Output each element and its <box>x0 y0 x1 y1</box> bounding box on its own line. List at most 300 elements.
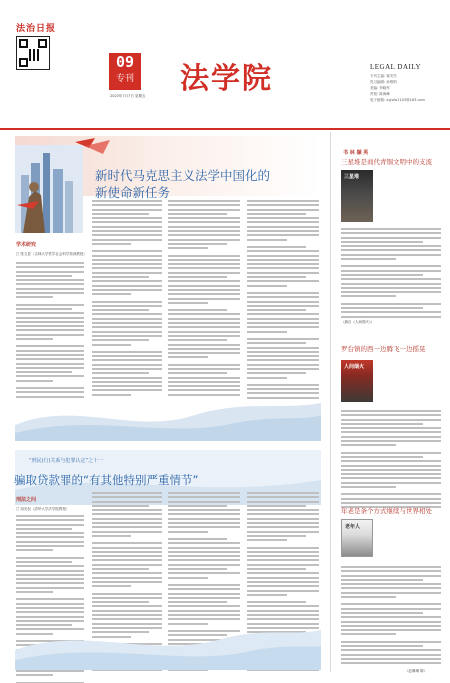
text-line <box>92 243 131 245</box>
text-line <box>92 204 162 206</box>
article-column <box>92 200 162 401</box>
text-line <box>16 380 53 382</box>
text-line <box>92 377 162 379</box>
text-line <box>16 325 84 327</box>
text-line <box>92 531 162 533</box>
text-line <box>247 581 319 583</box>
text-line <box>168 551 240 553</box>
text-line <box>16 524 84 526</box>
text-line <box>16 363 84 365</box>
article-column <box>168 200 240 398</box>
text-line <box>16 574 84 576</box>
text-line <box>92 230 162 232</box>
text-line <box>341 444 396 446</box>
issue-label: 专刊 <box>115 74 134 84</box>
text-line <box>341 270 441 272</box>
text-line <box>247 285 287 287</box>
text-line <box>341 649 441 651</box>
text-line <box>92 389 162 391</box>
text-line <box>16 578 84 580</box>
series-label: “刑民(行)关系与犯罪认定”之十一 <box>29 458 104 464</box>
text-line <box>247 368 319 370</box>
text-line <box>168 318 240 320</box>
text-line <box>92 239 162 241</box>
text-line <box>247 501 319 503</box>
text-line <box>92 368 162 370</box>
text-line <box>168 309 227 311</box>
text-line <box>16 275 72 277</box>
section-tag: 学术研究 <box>16 242 37 248</box>
text-line <box>341 473 441 475</box>
text-line <box>16 561 72 563</box>
text-line <box>168 285 240 287</box>
text-line <box>168 496 240 498</box>
text-line <box>341 316 441 318</box>
text-line <box>16 358 84 360</box>
text-line <box>16 283 84 285</box>
text-line <box>92 564 162 566</box>
text-line <box>247 555 319 557</box>
author-byline: □ 周光权（清华大学法学院教授） <box>16 507 70 511</box>
text-line <box>247 564 319 566</box>
text-line <box>341 603 441 605</box>
text-line <box>16 541 84 543</box>
book-cover-title: 三星堆 <box>344 174 360 180</box>
book-excerpt <box>341 410 441 511</box>
text-line <box>92 200 162 202</box>
text-line <box>341 654 441 656</box>
editor-credit: （赵琳琳 辑） <box>405 669 428 673</box>
book-cover <box>341 360 373 402</box>
text-line <box>341 587 441 589</box>
text-line <box>168 564 240 566</box>
text-line <box>16 262 84 264</box>
text-line <box>247 213 306 215</box>
text-line <box>16 565 84 567</box>
text-line <box>168 555 240 557</box>
text-line <box>16 308 72 310</box>
text-line <box>168 588 240 590</box>
text-line <box>168 221 240 223</box>
text-line <box>92 551 162 553</box>
text-line <box>247 255 319 257</box>
text-line <box>92 339 149 341</box>
editor-info <box>370 73 425 103</box>
text-line <box>16 354 84 356</box>
article-column <box>247 200 319 401</box>
text-line <box>341 456 423 458</box>
text-line <box>16 391 84 393</box>
text-line <box>16 279 84 281</box>
text-line <box>341 566 441 568</box>
text-line <box>92 331 162 333</box>
text-line <box>16 367 84 369</box>
text-line <box>341 431 441 433</box>
text-line <box>168 209 240 211</box>
text-line <box>341 311 441 313</box>
text-line <box>168 213 227 215</box>
editor-line: 见习编辑: 孙维纳 <box>370 80 397 84</box>
text-line <box>341 477 441 479</box>
text-line <box>168 331 240 333</box>
text-line <box>168 234 240 236</box>
text-line <box>341 283 441 285</box>
text-line <box>16 350 84 352</box>
text-line <box>92 526 162 528</box>
text-line <box>16 528 72 530</box>
text-line <box>341 291 441 293</box>
text-line <box>92 385 162 387</box>
text-line <box>92 509 162 511</box>
text-line <box>16 329 84 331</box>
text-line <box>341 482 441 484</box>
text-line <box>168 492 240 494</box>
text-line <box>168 352 240 354</box>
text-line <box>92 335 162 337</box>
english-name: LEGAL DAILY <box>370 63 421 71</box>
text-line <box>168 289 240 291</box>
text-line <box>92 568 149 570</box>
text-line <box>247 568 306 570</box>
text-line <box>247 326 319 328</box>
text-line <box>247 267 319 269</box>
lower-feature-title: 骗取贷款罪的“有其他特别严重情节” <box>14 473 199 487</box>
text-line <box>92 501 162 503</box>
text-line <box>168 538 227 540</box>
text-line <box>247 272 319 274</box>
text-line <box>247 239 287 241</box>
column-divider <box>330 132 331 672</box>
text-line <box>341 414 441 416</box>
text-line <box>168 302 208 304</box>
text-line <box>168 577 208 579</box>
text-line <box>341 608 441 610</box>
text-line <box>92 585 131 587</box>
text-line <box>168 356 208 358</box>
text-line <box>341 237 441 239</box>
text-line <box>247 359 319 361</box>
text-line <box>168 204 240 206</box>
text-line <box>341 307 423 309</box>
book-excerpt <box>341 566 441 667</box>
text-line <box>16 375 84 377</box>
text-line <box>341 596 396 598</box>
text-line <box>247 572 319 574</box>
text-line <box>16 591 53 593</box>
text-line <box>341 232 441 234</box>
text-line <box>247 280 319 282</box>
text-line <box>341 633 396 635</box>
text-line <box>168 344 240 346</box>
text-line <box>168 280 240 282</box>
text-line <box>92 555 162 557</box>
text-line <box>92 318 162 320</box>
text-line <box>92 272 162 274</box>
text-line <box>16 292 84 294</box>
editor-line: 美编: 李晓军 <box>370 86 390 90</box>
text-line <box>341 486 396 488</box>
book-heading: 年老是条个方式继续与世界相处 <box>341 507 432 515</box>
text-line <box>168 513 240 515</box>
text-line <box>168 293 240 295</box>
text-line <box>341 410 441 412</box>
text-line <box>92 322 162 324</box>
text-line <box>92 301 162 303</box>
text-line <box>168 505 227 507</box>
text-line <box>341 258 396 260</box>
text-line <box>341 579 423 581</box>
feature-title-line1: 新时代马克思主义法学中国化的 <box>95 168 271 183</box>
text-line <box>168 547 240 549</box>
text-line <box>341 436 441 438</box>
text-line <box>16 587 84 589</box>
editor-line: 专刊主编: 蒋安杰 <box>370 74 397 78</box>
text-line <box>168 226 240 228</box>
text-line <box>341 452 441 454</box>
text-line <box>247 204 319 206</box>
text-line <box>341 228 441 230</box>
text-line <box>247 209 319 211</box>
text-line <box>247 226 319 228</box>
text-line <box>341 241 423 243</box>
book-cover-title: 老年人 <box>345 524 361 530</box>
text-line <box>16 288 84 290</box>
text-line <box>247 388 319 390</box>
text-line <box>168 381 240 383</box>
text-line <box>168 298 240 300</box>
text-line <box>247 377 287 379</box>
text-line <box>247 259 319 261</box>
text-line <box>341 423 423 425</box>
text-line <box>92 359 162 361</box>
text-line <box>168 259 240 261</box>
text-line <box>341 427 441 429</box>
text-line <box>247 246 306 248</box>
feature-title-line2: 新使命新任务 <box>95 185 171 200</box>
text-line <box>168 339 227 341</box>
text-line <box>168 263 240 265</box>
text-line <box>341 645 423 647</box>
issue-number: 09 <box>115 53 135 71</box>
text-line <box>247 351 319 353</box>
text-line <box>16 271 84 273</box>
text-line <box>247 292 319 294</box>
text-line <box>16 570 84 572</box>
text-line <box>341 570 441 572</box>
text-line <box>16 345 84 347</box>
text-line <box>247 322 319 324</box>
text-line <box>92 344 131 346</box>
text-line <box>168 313 240 315</box>
text-line <box>247 355 319 357</box>
text-line <box>247 301 319 303</box>
text-line <box>16 582 84 584</box>
issue-date: 2023年7月7日 星期五 <box>110 94 146 98</box>
text-line <box>247 594 287 596</box>
text-line <box>341 245 441 247</box>
text-line <box>247 305 319 307</box>
text-line <box>92 259 162 261</box>
text-line <box>247 518 319 520</box>
text-line <box>92 496 162 498</box>
text-line <box>92 351 162 353</box>
text-line <box>247 496 319 498</box>
text-line <box>341 254 441 256</box>
text-line <box>92 313 162 315</box>
text-line <box>92 364 162 366</box>
text-line <box>168 372 227 374</box>
text-line <box>16 317 84 319</box>
text-line <box>341 469 441 471</box>
text-line <box>92 597 162 599</box>
text-line <box>92 572 162 574</box>
text-line <box>247 531 319 533</box>
text-line <box>341 278 441 280</box>
text-line <box>92 513 162 515</box>
book-cover-title: 人间烟火 <box>344 364 365 370</box>
text-line <box>16 334 84 336</box>
author-byline: □ 张文显（吉林大学哲学社会科学资深教授） <box>16 252 87 256</box>
article-column <box>16 262 84 400</box>
text-line <box>92 518 162 520</box>
text-line <box>247 585 319 587</box>
text-line <box>168 272 240 274</box>
text-line <box>92 289 162 291</box>
text-line <box>92 226 162 228</box>
text-line <box>341 295 396 297</box>
text-line <box>92 309 149 311</box>
text-line <box>168 239 240 241</box>
text-line <box>341 493 441 495</box>
text-line <box>16 670 84 672</box>
text-line <box>247 313 319 315</box>
text-line <box>168 230 240 232</box>
text-line <box>341 662 441 664</box>
text-line <box>247 250 319 252</box>
text-line <box>341 621 441 623</box>
text-line <box>92 250 162 252</box>
text-line <box>168 276 227 278</box>
text-line <box>341 460 441 462</box>
text-line <box>341 465 441 467</box>
text-line <box>247 539 287 541</box>
text-line <box>16 321 84 323</box>
text-line <box>16 312 84 314</box>
text-line <box>92 234 162 236</box>
text-line <box>341 616 441 618</box>
text-line <box>92 372 149 374</box>
text-line <box>247 347 319 349</box>
text-line <box>247 331 287 333</box>
text-line <box>16 519 84 521</box>
text-line <box>168 389 240 391</box>
text-line <box>168 572 240 574</box>
text-line <box>92 326 162 328</box>
text-line <box>92 593 162 595</box>
text-line <box>168 200 240 202</box>
masthead-divider <box>0 128 450 130</box>
text-line <box>168 542 240 544</box>
text-line <box>247 551 319 553</box>
text-line <box>92 209 162 211</box>
text-line <box>247 513 319 515</box>
text-line <box>168 522 240 524</box>
text-line <box>341 498 441 500</box>
text-line <box>341 629 441 631</box>
text-line <box>247 200 319 202</box>
decorative-swoosh <box>15 600 321 670</box>
text-line <box>341 419 441 421</box>
text-line <box>168 267 240 269</box>
text-line <box>341 612 423 614</box>
text-line <box>341 575 441 577</box>
text-line <box>168 364 240 366</box>
decorative-swoosh <box>15 395 321 441</box>
text-line <box>247 492 319 494</box>
text-line <box>247 230 319 232</box>
text-line <box>247 384 319 386</box>
text-line <box>247 509 319 511</box>
text-line <box>247 318 319 320</box>
text-line <box>16 536 84 538</box>
text-line <box>341 265 441 267</box>
text-line <box>92 263 162 265</box>
text-line <box>92 221 162 223</box>
text-line <box>341 641 441 643</box>
text-line <box>168 326 240 328</box>
text-line <box>341 249 441 251</box>
text-line <box>92 535 131 537</box>
text-line <box>341 583 441 585</box>
text-line <box>247 522 319 524</box>
page-title: 法学院 <box>180 61 274 95</box>
text-line <box>341 502 441 504</box>
text-line <box>16 387 84 389</box>
text-line <box>92 577 162 579</box>
text-line <box>92 581 162 583</box>
text-line <box>247 526 319 528</box>
text-line <box>92 276 149 278</box>
text-line <box>168 518 240 520</box>
text-line <box>341 287 441 289</box>
paper-logo: 法治日报 <box>16 24 57 34</box>
editor-line: 电子邮箱: xyjsfw1103@163.com <box>370 98 425 102</box>
text-line <box>92 217 162 219</box>
text-line <box>341 592 441 594</box>
book-excerpt <box>341 228 441 320</box>
text-line <box>16 557 84 559</box>
text-line <box>168 584 240 586</box>
text-line <box>16 338 53 340</box>
text-line <box>92 280 162 282</box>
text-line <box>247 263 319 265</box>
text-line <box>16 549 53 551</box>
text-line <box>92 267 162 269</box>
text-line <box>168 597 240 599</box>
text-line <box>341 440 441 442</box>
text-line <box>92 213 149 215</box>
text-line <box>247 342 306 344</box>
source-note: （摘自《人间烟火》） <box>341 320 375 324</box>
text-line <box>16 296 53 298</box>
book-cover <box>341 170 373 222</box>
book-heading: 三星堆是商代青铜文明中的支流 <box>341 158 432 166</box>
text-line <box>168 217 240 219</box>
text-line <box>92 355 162 357</box>
text-line <box>92 505 149 507</box>
text-line <box>16 371 72 373</box>
book-cover <box>341 519 373 557</box>
